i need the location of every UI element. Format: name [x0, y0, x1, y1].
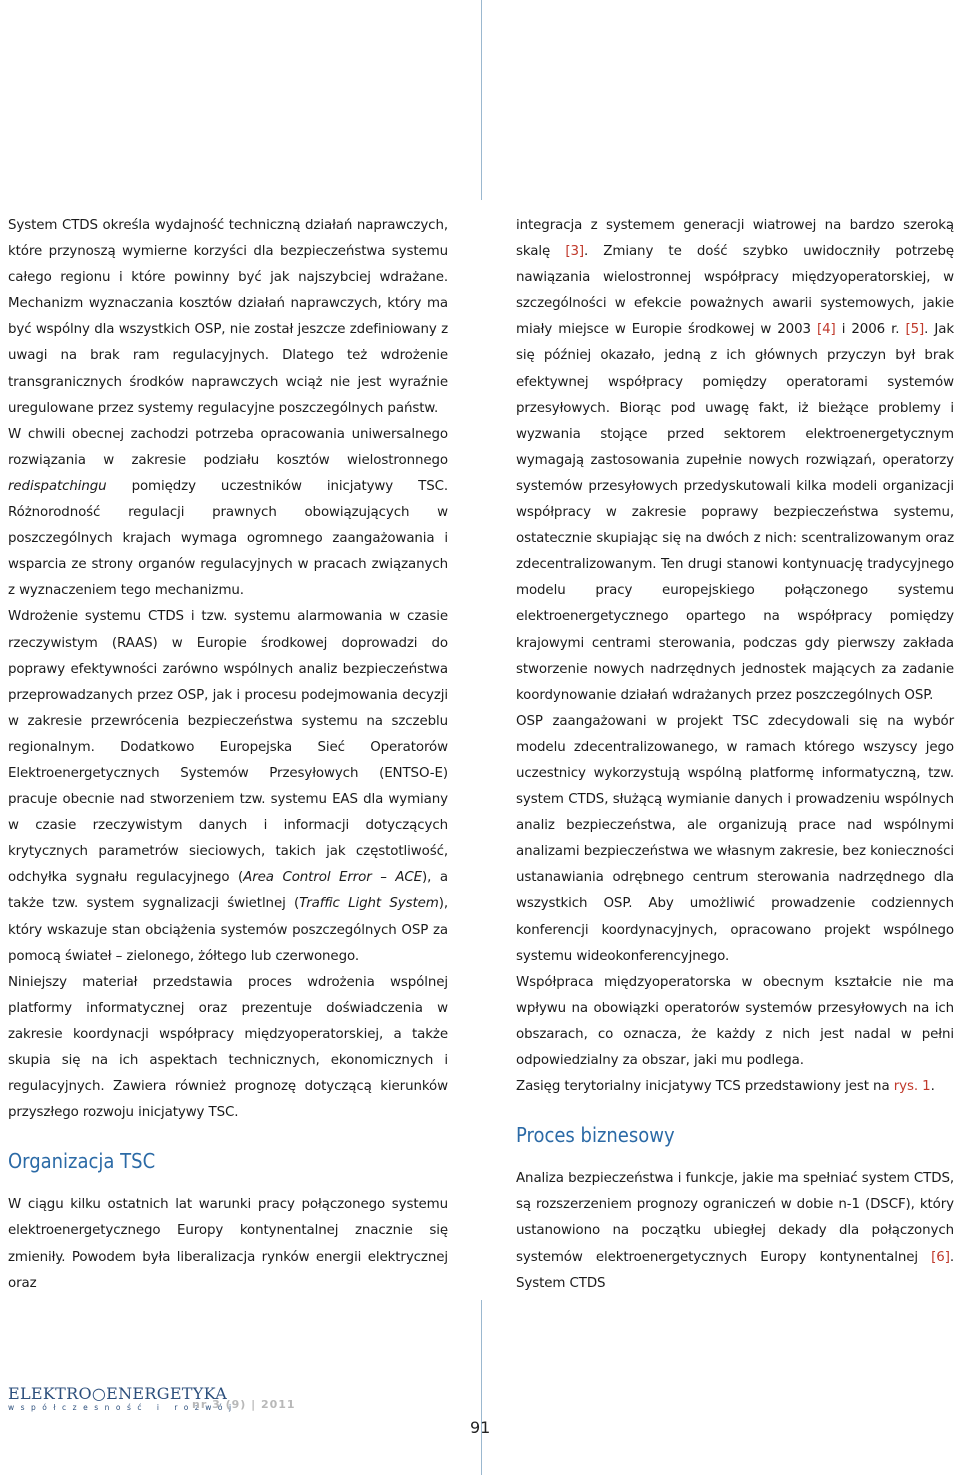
emphasis: Area Control Error – ACE	[243, 870, 423, 886]
figure-link[interactable]: rys. 1	[893, 1079, 931, 1095]
column-divider-top	[481, 0, 482, 200]
citation-link[interactable]: [5]	[905, 322, 925, 338]
logo-tagline: współczesność i rozwój	[8, 1403, 238, 1412]
paragraph: W ciągu kilku ostatnich lat warunki pracy połączonego systemu elektroenergetycznego Europy kontynentalnej znacznie się zmieniły. Powodem była liberalizacja rynków energii elektrycznej oraz	[8, 1197, 448, 1291]
emphasis: Traffic Light System	[299, 896, 439, 912]
issue-number: nr 3 (9) | 2011	[192, 1398, 296, 1411]
paragraph: Zasięg terytorialny inicjatywy TCS przedstawiony jest na rys. 1.	[516, 1079, 935, 1095]
paragraph: Wdrożenie systemu CTDS i tzw. systemu alarmowania w czasie rzeczywistym (RAAS) w Europie środkowej doprowadzi do poprawy efektywności zarówno wspólnych analiz bezpieczeństwa przeprowadzanych przez OSP, jak i procesu podejmowania decyzji w zakresie przewrócenia bezpieczeństwa systemu na szczeblu regionalnym. Dodatkowo Europejska Sieć Operatorów Elektroenergetycznych Systemów Przesyłowych (ENTSO-E) pracuje obecnie nad stworzeniem tzw. systemu EAS dla wymiany w czasie rzeczywistym danych i informacji dotyczących krytycznych parametrów sieciowych, takich jak częstotliwość, odchyłka sygnału regulacyjnego (Area Control Error – ACE), a także tzw. system sygnalizacji świetlnej (Traffic Light System), który wskazuje stan obciążenia systemów poszczególnych OSP za pomocą świateł – zielonego, żółtego lub czerwonego.	[8, 609, 448, 964]
citation-link[interactable]: [6]	[931, 1249, 950, 1265]
paragraph: System CTDS określa wydajność techniczną działań naprawczych, które przynoszą wymierne korzyści dla bezpieczeństwa systemu całego regionu i które powinny być jak najszybciej wdrażane. Mechanizm wyznaczania kosztów działań naprawczych, który ma być wspólny dla wszystkich OSP, nie został jeszcze zdefiniowany z uwagi na brak ram regulacyjnych. Dlatego też wdrożenie transgranicznych środków naprawczych wciąż nie jest wyraźnie uregulowane przez systemy regulacyjne poszczególnych państw.	[8, 218, 448, 416]
emphasis: redispatchingu	[8, 478, 107, 494]
paragraph: W chwili obecnej zachodzi potrzeba opracowania uniwersalnego rozwiązania w zakresie podziału kosztów wielostronnego redispatchingu pomiędzy uczestników inicjatywy TSC. Różnorodność regulacji prawnych obowiązujących w poszczególnych krajach wymaga ogromnego zaangażowania i wsparcia ze strony organów regulacyjnych w pracach związanych z wyznaczeniem tego mechanizmu.	[8, 426, 448, 599]
paragraph: Współpraca międzyoperatorska w obecnym kształcie nie ma wpływu na obowiązki operatorów systemów przesyłowych na ich obszarach, co oznacza, że każdy z nich jest nadal w pełni odpowiedzialny za obszar, jaki mu podlega.	[516, 974, 954, 1068]
citation-link[interactable]: [3]	[565, 244, 584, 260]
paragraph: OSP zaangażowani w projekt TSC zdecydowali się na wybór modelu zdecentralizowanego, w ramach którego wszyscy jego uczestnicy wykorzystują wspólną platformę informatyczną, tzw. system CTDS, służącą wymianie danych i prowadzeniu wspólnych analiz bezpieczeństwa, ale organizują prace nad wspólnymi analizami bezpieczeństwa we własnym zakresie, bez konieczności ustanawiania odrębnego centrum sterowania nadrzędnego dla wszystkich OSP. Aby umożliwić prowadzenie codziennych konferencji koordynacyjnych, opracowano projekt wspólnego systemu wideokonferencyjnego.	[516, 713, 954, 964]
citation-link[interactable]: [4]	[817, 322, 836, 338]
right-column	[516, 213, 954, 1297]
left-column	[8, 213, 448, 1297]
paragraph: integracja z systemem generacji wiatrowej na bardzo szeroką skalę [3]. Zmiany te dość szybko uwidoczniły potrzebę nawiązania wielostronnej współpracy międzyoperatorskiej, w szczególności w efekcie poważnych awarii systemowych, jakie miały miejsce w Europie środkowej w 2003 [4] i 2006 r. [5]. Jak się później okazało, jedną z ich głównych przyczyn był brak efektywnej współpracy pomiędzy operatorami systemów przesyłowych. Biorąc pod uwagę fakt, iż bieżące problemy i wyzwania stojące przed sektorem elektroenergetycznym wymagają zastosowania zupełnie nowych rozwiązań, operatorzy systemów przesyłowych przedyskutowali kilka modeli organizacji współpracy w zakresie poprawy bezpieczeństwa systemu, ostatecznie skupiając się na dwóch z nich: scentralizowanym oraz zdecentralizowanym. Ten drugi stanowi kontynuację tradycyjnego modelu pracy europejskiego połączonego systemu elektroenergetycznego opartego na współpracy pomiędzy krajowymi centrami sterowania, podczas gdy pierwszy zakłada stworzenie nowych nadrzędnych jednostek mających za zadanie koordynowanie działań wdrażanych przez poszczególnych OSP.	[516, 218, 954, 703]
page-number: 91	[470, 1418, 491, 1437]
paragraph: Niniejszy materiał przedstawia proces wdrożenia wspólnej platformy informatycznej oraz prezentuje doświadczenia w zakresie koordynacji współpracy międzyoperatorskiej, a także skupia się na ich aspektach technicznych, ekonomicznych i regulacyjnych. Zawiera również prognozę dotyczącą kierunków przyszłego rozwoju inicjatywy TSC.	[8, 974, 448, 1121]
paragraph: Analiza bezpieczeństwa i funkcje, jakie ma spełniać system CTDS, są rozszerzeniem prognozy ograniczeń w dobie n-1 (DSCF), który ustanowiono na początku ubiegłej dekady dla połączonych systemów elektroenergetycznych Europy kontynentalnej [6]. System CTDS	[516, 1171, 954, 1291]
column-divider-bottom	[481, 1300, 482, 1475]
section-heading: Organizacja TSC	[8, 1149, 156, 1174]
section-heading: Proces biznesowy	[516, 1123, 675, 1148]
logo-wordmark: ELEKTRO○ENERGETYKA	[8, 1384, 228, 1403]
